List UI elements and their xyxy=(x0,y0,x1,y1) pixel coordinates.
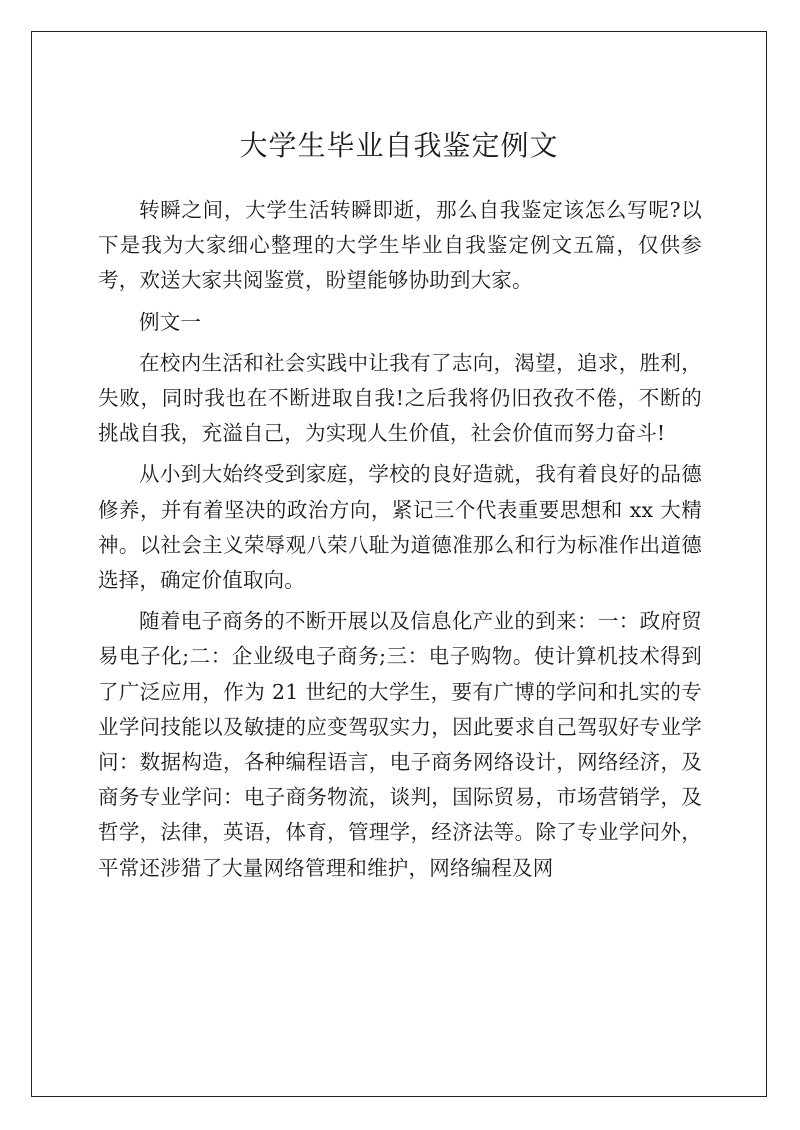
document-body xyxy=(98,193,702,886)
intro-paragraph: 转瞬之间，大学生活转瞬即逝，那么自我鉴定该怎么写呢?以下是我为大家细心整理的大学生毕业自我鉴定例文五篇，仅供参考，欢送大家共阅鉴赏，盼望能够协助到大家。 xyxy=(98,198,702,293)
body-paragraph: 随着电子商务的不断开展以及信息化产业的到来：一：政府贸易电子化;二：企业级电子商务;三：电子购物。使计算机技术得到了广泛应用，作为 21 世纪的大学生，要有广博的学问和扎实的专业学问技能以及敏捷的应变驾驭实力，因此要求自己驾驭好专业学问：数据构造，各种编程语言，电子商务网络设计，网络经济，及商务专业学问：电子商务物流，谈判，国际贸易，市场营销学，及哲学，法律，英语，体育，管理学，经济法等。除了专业学问外，平常还涉猎了大量网络管理和维护，网络编程及网 xyxy=(98,609,702,880)
example-heading: 例文一 xyxy=(139,309,202,334)
document-title: 大学生毕业自我鉴定例文 xyxy=(239,129,559,162)
body-paragraph: 从小到大始终受到家庭，学校的良好造就，我有着良好的品德修养，并有着坚决的政治方向，紧记三个代表重要思想和 xx 大精神。以社会主义荣辱观八荣八耻为道德准那么和行为标准作出道德选择，确定价值取向。 xyxy=(98,462,702,593)
body-paragraph: 在校内生活和社会实践中让我有了志向，渴望，追求，胜利，失败，同时我也在不断进取自我!之后我将仍旧孜孜不倦，不断的挑战自我，充溢自己，为实现人生价值，社会价值而努力奋斗! xyxy=(98,350,702,446)
